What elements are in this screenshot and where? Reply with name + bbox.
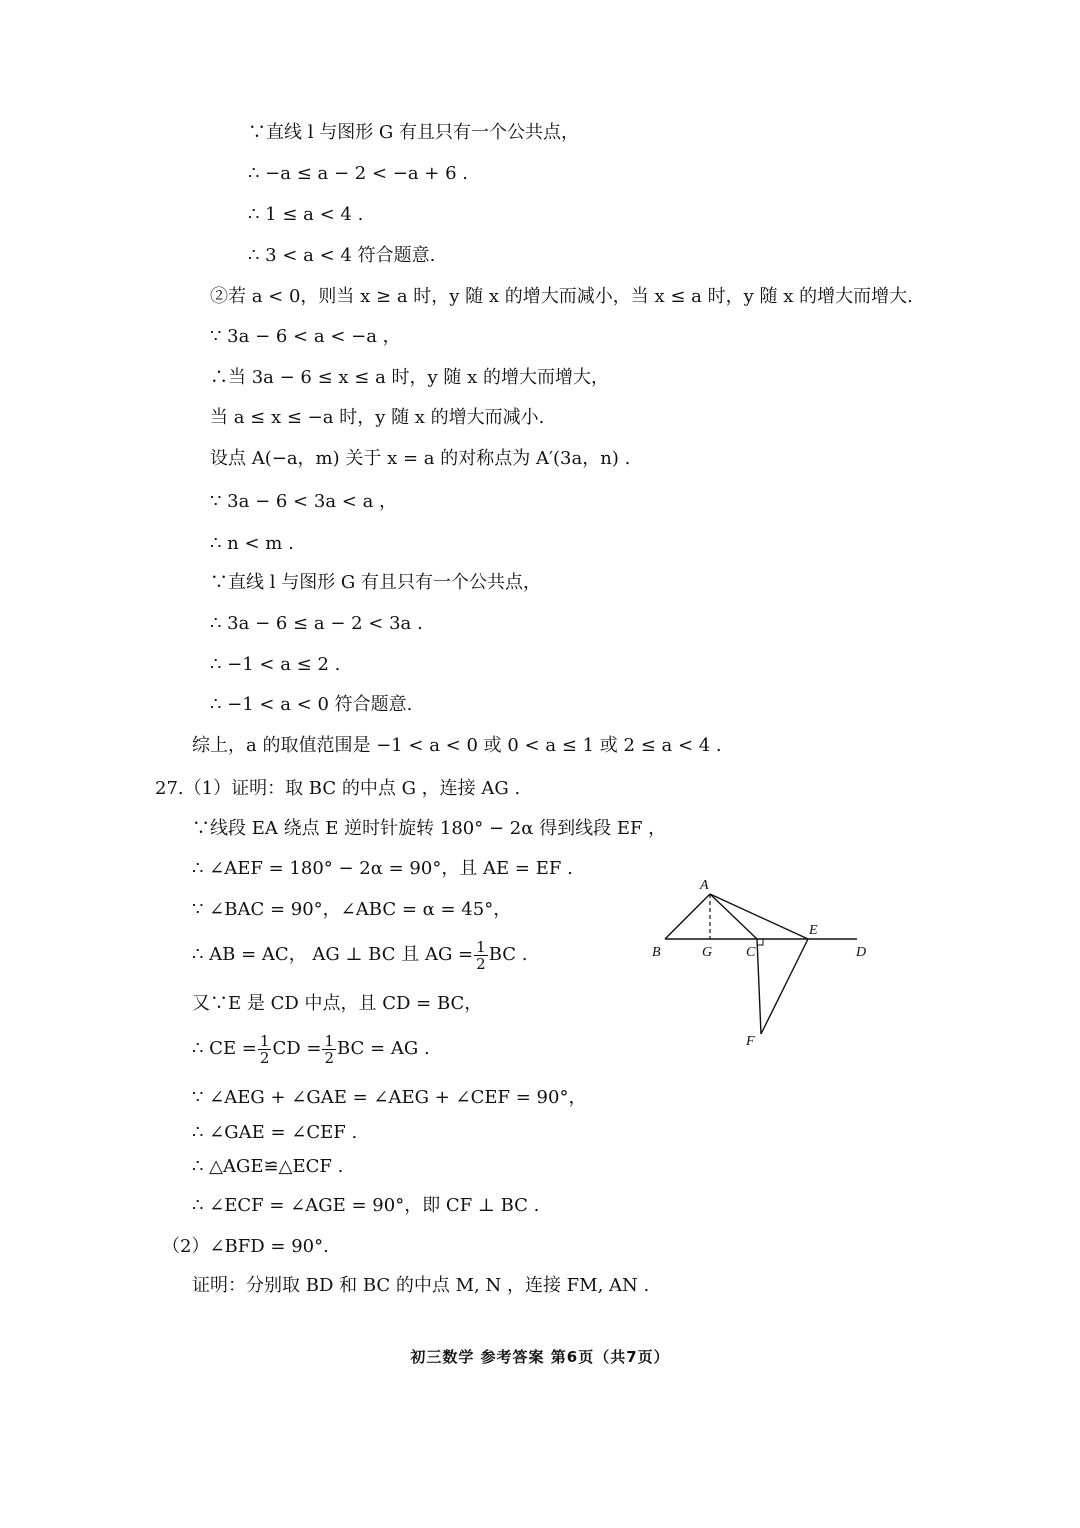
fraction-denominator: 2 [476,954,486,973]
q27-line-1: ∵线段 EA 绕点 E 逆时针旋转 180° − 2α 得到线段 EF ， [192,818,667,839]
q27-part2-header: （2）∠BFD = 90°. [162,1236,329,1257]
segment-ac [710,894,757,939]
geometry-figure [640,868,880,1058]
fraction-half [474,939,488,972]
q27-line-4-text-b: BC . [488,944,528,965]
fraction-denominator: 2 [324,1048,334,1067]
q27-line-9: ∴ △AGE≌△ECF . [192,1156,344,1177]
q27-line-5: 又∵E 是 CD 中点，且 CD = BC， [192,993,483,1014]
fraction-numerator: 1 [324,1031,334,1050]
case1-line-3: ∴ 1 ≤ a < 4 . [248,204,364,225]
case2-line-2: ∴当 3a − 6 ≤ x ≤ a 时，y 随 x 的增大而增大， [210,367,610,388]
fraction-numerator: 1 [476,937,486,956]
label-g: G [702,945,713,960]
q27-line-3: ∵ ∠BAC = 90°，∠ABC = α = 45°， [192,899,512,920]
q27-line-8: ∴ ∠GAE = ∠CEF . [192,1122,358,1143]
case2-line-3: 当 a ≤ x ≤ −a 时，y 随 x 的增大而减小. [210,407,545,428]
label-a: A [700,878,709,893]
case1-line-1: ∵直线 l 与图形 G 有且只有一个公共点， [248,122,580,143]
case2-header: ②若 a < 0，则当 x ≥ a 时，y 随 x 的增大而减小，当 x ≤ a 时，y 随 x 的增大而增大. [210,286,913,307]
label-d: D [856,945,867,960]
q27-line-7: ∵ ∠AEG + ∠GAE = ∠AEG + ∠CEF = 90°， [192,1087,587,1108]
case2-line-8: ∴ 3a − 6 ≤ a − 2 < 3a . [210,613,423,634]
case2-line-5: ∵ 3a − 6 < 3a < a ， [210,491,398,512]
fraction-denominator: 2 [259,1048,270,1067]
fraction-numerator: 1 [259,1031,270,1050]
label-c: C [746,945,756,960]
case2-line-9: ∴ −1 < a ≤ 2 . [210,654,341,675]
case2-line-7: ∵直线 l 与图形 G 有且只有一个公共点， [210,572,542,593]
q27-line-6-text-a: ∴ CE = [192,1038,257,1059]
case1-line-4: ∴ 3 < a < 4 符合题意. [248,245,436,266]
fraction-half [322,1033,336,1066]
case1-line-2: ∴ −a ≤ a − 2 < −a + 6 . [248,163,468,184]
case2-line-6: ∴ n < m . [210,533,294,554]
q27-part2-line-1: 证明：分别取 BD 和 BC 的中点 M, N ，连接 FM, AN . [192,1275,650,1296]
q27-line-4 [192,935,527,975]
segment-ae [710,894,808,939]
label-f: F [746,1034,755,1049]
q27-line-6 [192,1029,430,1069]
case2-line-4: 设点 A(−a，m) 关于 x = a 的对称点为 A′(3a，n) . [210,448,631,469]
segment-ab [665,894,710,939]
segment-ef [761,939,808,1034]
q27-line-6-text-c: BC = AG . [337,1038,430,1059]
q27-line-6-text-b: CD = [272,1038,322,1059]
q27-line-4-text-a: ∴ AB = AC， AG ⊥ BC 且 AG = [192,944,474,965]
label-e: E [809,923,818,938]
q27-line-10: ∴ ∠ECF = ∠AGE = 90°，即 CF ⊥ BC . [192,1195,540,1216]
summary-line: 综上，a 的取值范围是 −1 < a < 0 或 0 < a ≤ 1 或 2 ≤ a < 4 . [192,735,722,756]
segment-cf [757,939,761,1034]
q27-line-2: ∴ ∠AEF = 180° − 2α = 90°，且 AE = EF . [192,858,573,879]
fraction-half [258,1033,272,1066]
case2-line-10: ∴ −1 < a < 0 符合题意. [210,694,413,715]
case2-line-1: ∵ 3a − 6 < a < −a ， [210,326,401,347]
page-footer: 初三数学 参考答案 第6页（共7页） [410,1348,670,1366]
label-b: B [652,945,661,960]
q27-header: 27.（1）证明：取 BC 的中点 G ，连接 AG . [155,778,521,799]
